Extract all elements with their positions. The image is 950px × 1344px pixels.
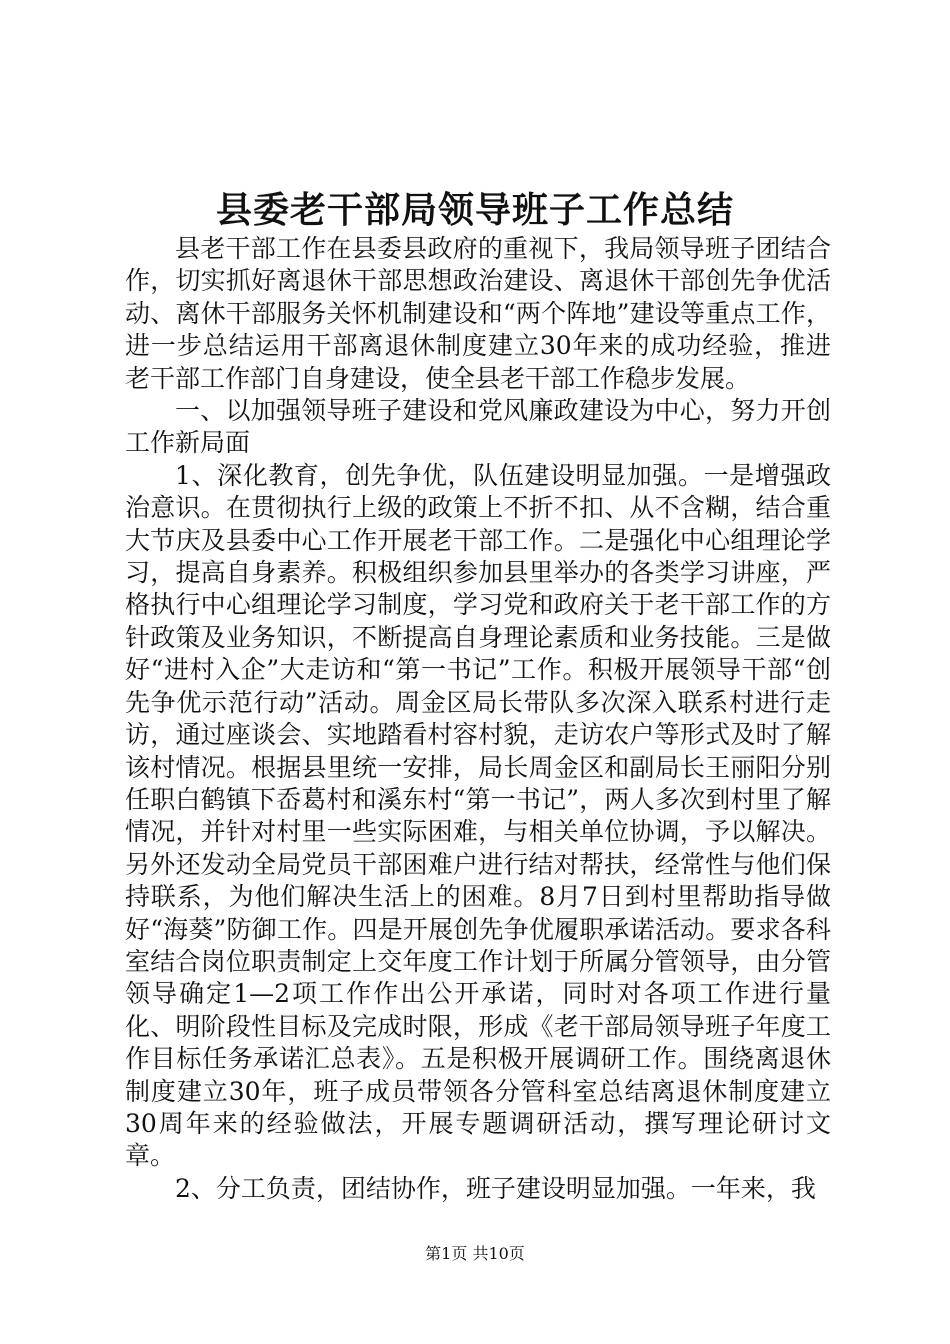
section-heading-1: 一、以加强领导班子建设和党风廉政建设为中心，努力开创工作新局面 xyxy=(125,396,831,458)
document-body xyxy=(125,233,831,1205)
document-title: 县委老干部局领导班子工作总结 xyxy=(215,189,734,231)
intro-paragraph: 县老干部工作在县委县政府的重视下，我局领导班子团结合作，切实抓好离退休干部思想政治建设、离退休干部创先争优活动、离休干部服务关怀机制建设和“两个阵地”建设等重点工作，进一步总结运用干部离退休制度建立30年来的成功经验，推进老干部工作部门自身建设，使全县老干部工作稳步发展。 xyxy=(125,234,831,393)
page-footer: 第1页 共10页 xyxy=(425,1244,525,1263)
subsection-paragraph-2: 2、分工负责，团结协作，班子建设明显加强。一年来，我 xyxy=(175,1173,816,1203)
subsection-paragraph-1: 1、深化教育，创先争优，队伍建设明显加强。一是增强政治意识。在贯彻执行上级的政策上不折不扣、从不含糊，结合重大节庆及县委中心工作开展老干部工作。二是强化中心组理论学习，提高自身素养。积极组织参加县里举办的各类学习讲座，严格执行中心组理论学习制度，学习党和政府关于老干部工作的方针政策及业务知识，不断提高自身理论素质和业务技能。三是做好“进村入企”大走访和“第一书记”工作。积极开展领导干部“创先争优示范行动”活动。周金区局长带队多次深入联系村进行走访，通过座谈会、实地踏看村容村貌，走访农户等形式及时了解该村情况。根据县里统一安排，局长周金区和副局长王丽阳分别任职白鹤镇下岙葛村和溪东村“第一书记”，两人多次到村里了解情况，并针对村里一些实际困难，与相关单位协调，予以解决。另外还发动全局党员干部困难户进行结对帮扶，经常性与他们保持联系，为他们解决生活上的困难。8月7日到村里帮助指导做好“海葵”防御工作。四是开展创先争优履职承诺活动。要求各科室结合岗位职责制定上交年度工作计划于所属分管领导，由分管领导确定1—2项工作作出公开承诺，同时对各项工作进行量化、明阶段性目标及完成时限，形成《老干部局领导班子年度工作目标任务承诺汇总表》。五是积极开展调研工作。围绕离退休制度建立30年，班子成员带领各分管科室总结离退休制度建立30周年来的经验做法，开展专题调研活动，撰写理论研讨文章。 xyxy=(125,460,831,1171)
